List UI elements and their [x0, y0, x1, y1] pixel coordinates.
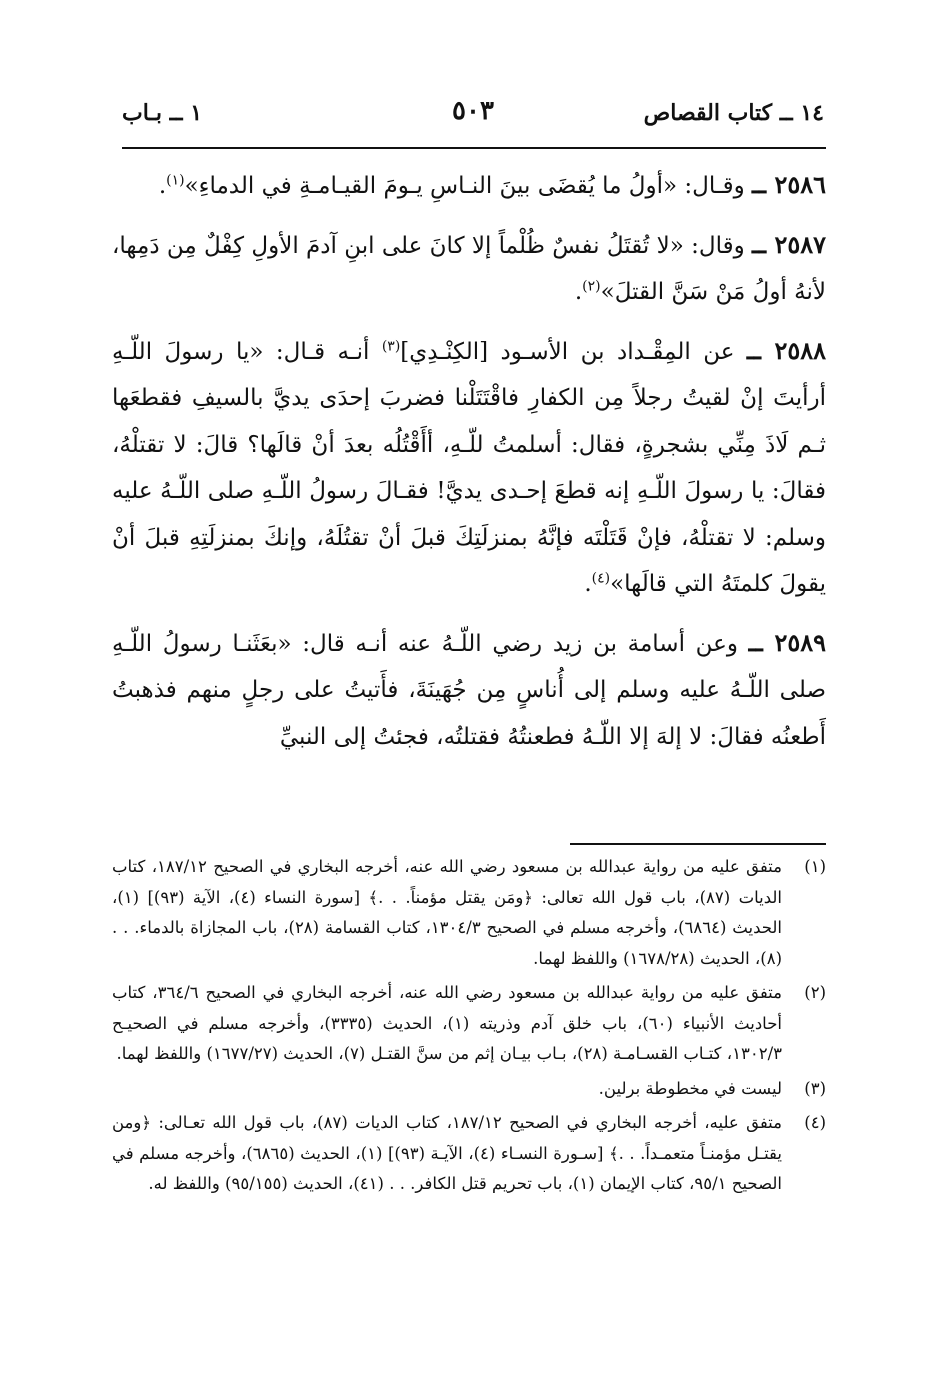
hadith-number: ٢٥٨٩ ــ	[748, 627, 826, 657]
hadith-number: ٢٥٨٨ ــ	[746, 335, 827, 365]
footnote-4	[112, 1108, 826, 1200]
footnote-number: (٤)	[804, 1113, 826, 1132]
footnote-text: متفق عليه، أخرجه البخاري في الصحيح ١٨٧/١٢، كتاب الديات (٨٧)، باب قول الله تعـالى: ﴿ومن يقتـل مؤمنـاً متعمـداً. . .﴾ [سـورة النسـاء (٤)، الآيـة (٩٣)] (١)، الحديث (٦٨٦٥)، وأخرجه مسلم في الصحيح ٩٥/١، كتاب الإيمان (١)، باب تحريم قتل الكافر. . . (٤١)، الحديث (٩٥/١٥٥) واللفظ له.	[112, 1113, 783, 1193]
footnote-number: (٣)	[804, 1078, 826, 1098]
footnote-number: (١)	[804, 857, 826, 876]
footnote-text: متفق عليه من رواية عبدالله بن مسعود رضي الله عنه، أخرجه البخاري في الصحيح ١٨٧/١٢، كتاب الديات (٨٧)، باب قول الله تعالى: ﴿ومَن يقتل مؤمناً. . .﴾ [سورة النساء (٤)، الآية (٩٣)] (١)، الحديث (٦٨٦٤)، وأخرجه مسلم في الصحيح ١٣٠٤/٣، كتاب القسامة (٢٨)، باب المجازاة بالدماء. . . (٨)، الحديث (١٦٧٨/٢٨) واللفظ لهما.	[112, 857, 783, 968]
page-header	[122, 96, 824, 132]
footnote-ref[interactable]: (٢)	[582, 278, 601, 295]
footnote-ref[interactable]: (٤)	[591, 570, 611, 587]
hadith-number: ٢٥٨٦ ــ	[752, 170, 826, 199]
footnotes	[112, 852, 826, 1204]
footnote-text: متفق عليه من رواية عبدالله بن مسعود رضي الله عنه، أخرجه البخاري في الصحيح ٣٦٤/٦، كتاب أحاديث الأنبياء (٦٠)، باب خلق آدم وذريته (١)، الحديث (٣٣٣٥)، وأخرجه مسلم في الصحيـح ١٣٠٢/٣، كتـاب القسـامـة (٢٨)، بـاب بيـان إثم من سنَّ القتـل (٧)، الحديث (١٦٧٧/٢٧) واللفظ لهما.	[112, 983, 782, 1063]
footnote-3	[112, 1074, 826, 1105]
hadith-text: وقال: «لا تُقتَلُ نفسٌ ظُلْماً إلا كانَ على ابنِ آدمَ الأولِ كِفْلٌ مِن دَمِها، لأنهُ أولُ مَنْ سَنَّ القتلَ»	[112, 232, 826, 305]
hadith-end: .	[584, 571, 592, 597]
hadith-2587	[112, 222, 826, 316]
hadith-narrator: عن المِقْـداد بن الأسـود [الكِنْـدِي]	[400, 338, 735, 365]
footnote-1	[112, 852, 826, 974]
hadith-text: أنـه قـال: «يا رسولَ اللّـهِ أرأيتَ إنْ لقيتُ رجلاً مِن الكفارِ فاقْتَتَلْنا فضربَ إحدَى يديَّ بالسيفِ فقطعَها ثـم لَاذَ مِنِّي بشجرةٍ، فقال: أسلمتُ للّـهِ، أأَقْتُلُه بعدَ أنْ قالَها؟ قالَ: لا تقتلْهُ، فقالَ: يا رسولَ اللّـهِ إنه قطعَ إحـدى يديَّ! فقـالَ رسولُ اللّـهِ صلى اللّـهُ عليه وسلم: لا تقتلْهُ، فإنْ قَتَلْتَه فإنَّهُ بمنزلَتِكَ قبلَ أنْ تقتُلَهُ، وإنكَ بمنزلَتِهِ قبلَ أنْ يقولَ كلمتَهُ التي قالَها»	[112, 338, 826, 597]
hadith-text: وعن أسامة بن زيد رضي اللّـهُ عنه أنـه قال: «بعَثَنـا رسولُ اللّـهِ صلى اللّـهُ عليه وسلم إلى أُناسٍ مِن جُهَينَةَ، فأَتيتُ على رجلٍ منهم فذهبتُ أَطعنُه فقالَ: لا إلهَ إلا اللّـهُ فطعنتُهُ فقتلتُه، فجئتُ إلى النبيِّ	[112, 630, 826, 750]
footnote-number: (٢)	[804, 983, 826, 1002]
hadith-end: .	[158, 173, 167, 199]
footnote-2	[112, 978, 826, 1070]
hadith-2586	[112, 162, 826, 210]
hadith-text: وقـال: «أولُ ما يُقضَى بينَ النـاسِ يـومَ القيـامـةِ في الدماءِ»	[184, 173, 745, 199]
footnote-text: ليست في مخطوطة برلين.	[598, 1078, 782, 1098]
main-text	[112, 162, 826, 772]
hadith-2588	[112, 328, 826, 608]
footnote-ref[interactable]: (١)	[166, 172, 185, 189]
header-divider	[122, 147, 826, 149]
hadith-number: ٢٥٨٧ ــ	[752, 229, 827, 259]
hadith-end: .	[574, 279, 583, 305]
page-number: ٥٠٣	[452, 96, 494, 126]
chapter-title: ١٤ ــ كتاب القصاص	[643, 100, 824, 126]
footnote-ref[interactable]: (٣)	[381, 337, 401, 354]
hadith-2589	[112, 620, 826, 761]
section-title: ١ ــ بـاب	[122, 100, 203, 126]
footnote-divider	[570, 843, 826, 845]
